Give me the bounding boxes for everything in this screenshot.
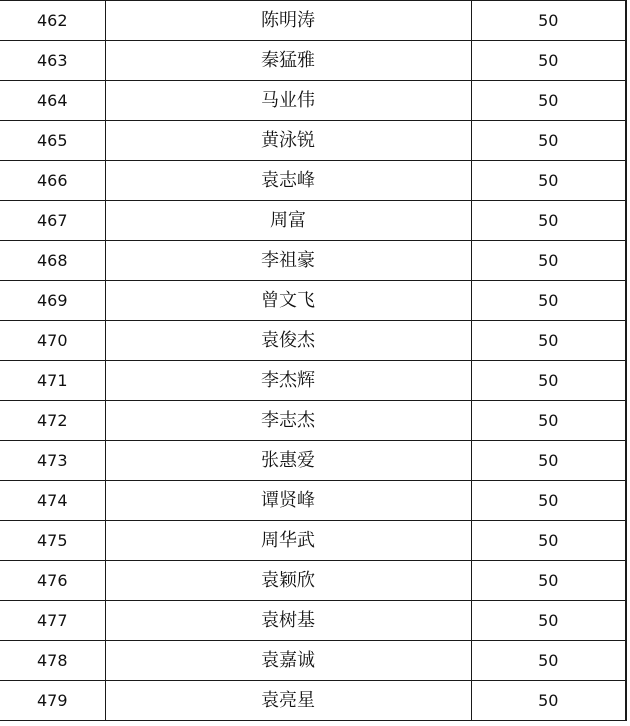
table-row [0, 161, 626, 201]
cell-name: 陈明涛 [105, 1, 471, 41]
cell-number: 477 [0, 601, 105, 641]
cell-name: 袁嘉诚 [105, 641, 471, 681]
cell-score: 50 [471, 561, 626, 601]
cell-number: 475 [0, 521, 105, 561]
cell-number: 474 [0, 481, 105, 521]
cell-number: 471 [0, 361, 105, 401]
table-row [0, 241, 626, 281]
cell-name: 曾文飞 [105, 281, 471, 321]
table-row [0, 1, 626, 41]
cell-score: 50 [471, 201, 626, 241]
cell-number: 465 [0, 121, 105, 161]
table-row [0, 121, 626, 161]
cell-name: 张惠爱 [105, 441, 471, 481]
cell-score: 50 [471, 521, 626, 561]
cell-number: 466 [0, 161, 105, 201]
cell-name: 李祖豪 [105, 241, 471, 281]
cell-number: 468 [0, 241, 105, 281]
cell-score: 50 [471, 121, 626, 161]
cell-score: 50 [471, 401, 626, 441]
cell-name: 周富 [105, 201, 471, 241]
cell-score: 50 [471, 161, 626, 201]
table-row [0, 441, 626, 481]
cell-name: 马业伟 [105, 81, 471, 121]
cell-score: 50 [471, 481, 626, 521]
table-row [0, 601, 626, 641]
table-row [0, 41, 626, 81]
table-row [0, 561, 626, 601]
cell-score: 50 [471, 641, 626, 681]
table-row [0, 361, 626, 401]
cell-number: 476 [0, 561, 105, 601]
cell-number: 470 [0, 321, 105, 361]
cell-score: 50 [471, 281, 626, 321]
cell-name: 袁颖欣 [105, 561, 471, 601]
table-row [0, 681, 626, 721]
cell-number: 472 [0, 401, 105, 441]
cell-name: 袁亮星 [105, 681, 471, 721]
cell-number: 463 [0, 41, 105, 81]
cell-name: 周华武 [105, 521, 471, 561]
table-row [0, 81, 626, 121]
cell-number: 473 [0, 441, 105, 481]
cell-number: 464 [0, 81, 105, 121]
cell-name: 李志杰 [105, 401, 471, 441]
cell-score: 50 [471, 441, 626, 481]
cell-score: 50 [471, 601, 626, 641]
cell-name: 黄泳锐 [105, 121, 471, 161]
cell-score: 50 [471, 361, 626, 401]
table-row [0, 641, 626, 681]
cell-name: 谭贤峰 [105, 481, 471, 521]
cell-number: 478 [0, 641, 105, 681]
cell-score: 50 [471, 41, 626, 81]
table-row [0, 201, 626, 241]
cell-score: 50 [471, 1, 626, 41]
cell-name: 李杰辉 [105, 361, 471, 401]
cell-number: 479 [0, 681, 105, 721]
table-row [0, 281, 626, 321]
cell-name: 秦猛雅 [105, 41, 471, 81]
table-row [0, 521, 626, 561]
cell-name: 袁志峰 [105, 161, 471, 201]
cell-name: 袁俊杰 [105, 321, 471, 361]
cell-number: 467 [0, 201, 105, 241]
cell-score: 50 [471, 241, 626, 281]
cell-score: 50 [471, 81, 626, 121]
cell-number: 469 [0, 281, 105, 321]
table-row [0, 321, 626, 361]
table-row [0, 481, 626, 521]
cell-number: 462 [0, 1, 105, 41]
cell-name: 袁树基 [105, 601, 471, 641]
cell-score: 50 [471, 681, 626, 721]
table-row [0, 401, 626, 441]
cell-score: 50 [471, 321, 626, 361]
